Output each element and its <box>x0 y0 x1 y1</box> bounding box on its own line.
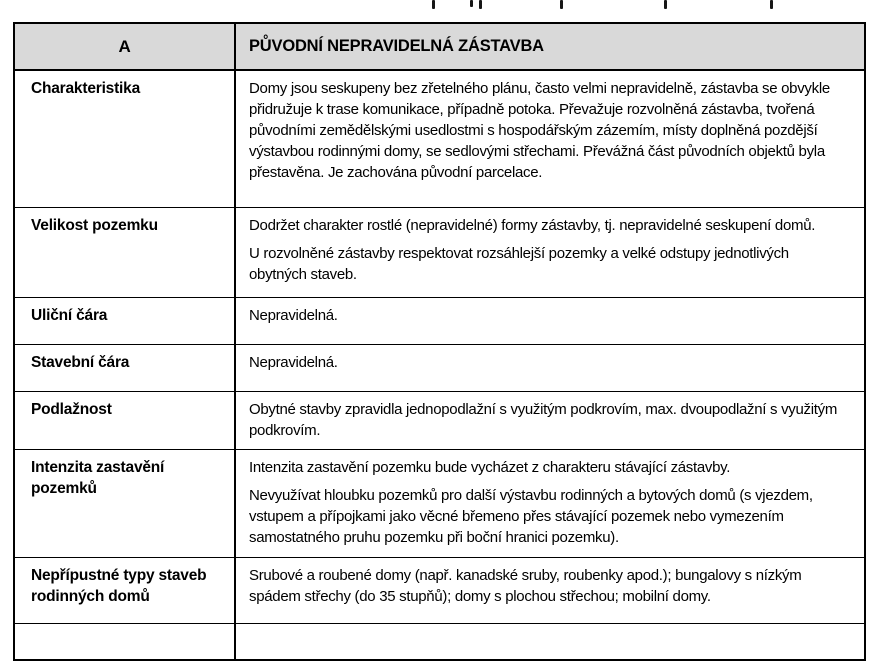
table-row <box>14 70 865 208</box>
row-label: Uliční čára <box>31 307 108 324</box>
cropped-caption-descender <box>470 0 473 7</box>
zoning-spec-table <box>13 22 866 661</box>
row-paragraph: Nepravidelná. <box>249 354 338 371</box>
row-paragraph: Nevyužívat hloubku pozemků pro další výstavbu rodinných a bytových domů (s vjezdem, vstupem a přípojkami jako věcné břemeno přes stávající pozemek nebo vymezením samostatného pruhu pozemku při boční hranici pozemku). <box>249 487 813 546</box>
row-value-cell <box>235 450 865 558</box>
row-label-cell <box>14 70 235 208</box>
row-paragraph: Srubové a roubené domy (např. kanadské sruby, roubenky apod.); bungalovy s nízkým spádem střechy (do 35 stupňů); domy s plochou střechou; mobilní domy. <box>249 567 802 605</box>
cropped-caption-descender <box>664 0 667 9</box>
row-label-cell <box>14 624 235 661</box>
row-label: Velikost pozemku <box>31 217 158 234</box>
row-paragraph: Dodržet charakter rostlé (nepravidelné) formy zástavby, tj. nepravidelné seskupení domů. <box>249 217 816 234</box>
table-row <box>14 208 865 298</box>
row-label: Nepřípustné typy staveb rodinných domů <box>31 567 207 605</box>
row-label-cell <box>14 558 235 624</box>
cropped-text-remnant <box>0 0 890 12</box>
cropped-caption-descender <box>770 0 773 9</box>
row-value-cell <box>235 558 865 624</box>
row-paragraph: Obytné stavby zpravidla jednopodlažní s využitým podkrovím, max. dvoupodlažní s využitým podkrovím. <box>249 401 838 439</box>
row-paragraph: Domy jsou seskupeny bez zřetelného plánu, často velmi nepravidelně, zástavba se obvykle přidružuje k trase komunikace, případně potoka. Převažuje rozvolněná zástavba, tvořená původními zemědělskými usedlostmi s hospodářským zázemím, místy doplněná pozdější výstavbou rodinnými domy, se sedlovými střechami. Převážná část původních objektů byla přestavěna. Je zachována původní parcelace. <box>249 80 830 181</box>
cropped-caption-descender <box>432 0 435 9</box>
row-label-cell <box>14 392 235 450</box>
row-label: Charakteristika <box>31 80 141 97</box>
table-row-cropped <box>14 624 865 661</box>
row-label-cell <box>14 450 235 558</box>
row-value-cell <box>235 298 865 345</box>
table-row <box>14 345 865 392</box>
row-label: Stavební čára <box>31 354 130 371</box>
row-value-cell <box>235 624 865 661</box>
row-value-cell <box>235 208 865 298</box>
table-title-cell <box>235 23 865 70</box>
table-row <box>14 558 865 624</box>
row-value-cell <box>235 345 865 392</box>
table-row <box>14 298 865 345</box>
table-row <box>14 450 865 558</box>
row-label: Podlažnost <box>31 401 112 418</box>
row-paragraph: Intenzita zastavění pozemku bude vycházet z charakteru stávající zástavby. <box>249 459 731 476</box>
type-code-cell <box>14 23 235 70</box>
table-header-row <box>14 23 865 70</box>
row-paragraph: U rozvolněné zástavby respektovat rozsáhlejší pozemky a velké odstupy jednotlivých obytných staveb. <box>249 245 789 283</box>
row-paragraph: Nepravidelná. <box>249 307 338 324</box>
row-label-cell <box>14 298 235 345</box>
row-value-cell <box>235 392 865 450</box>
type-code: A <box>118 37 131 56</box>
row-label: Intenzita zastavění pozemků <box>31 459 165 497</box>
row-label-cell <box>14 345 235 392</box>
table-row <box>14 392 865 450</box>
cropped-caption-descender <box>479 0 482 9</box>
table-title: PŮVODNÍ NEPRAVIDELNÁ ZÁSTAVBA <box>249 37 544 55</box>
row-value-cell <box>235 70 865 208</box>
row-label-cell <box>14 208 235 298</box>
cropped-caption-descender <box>560 0 563 9</box>
